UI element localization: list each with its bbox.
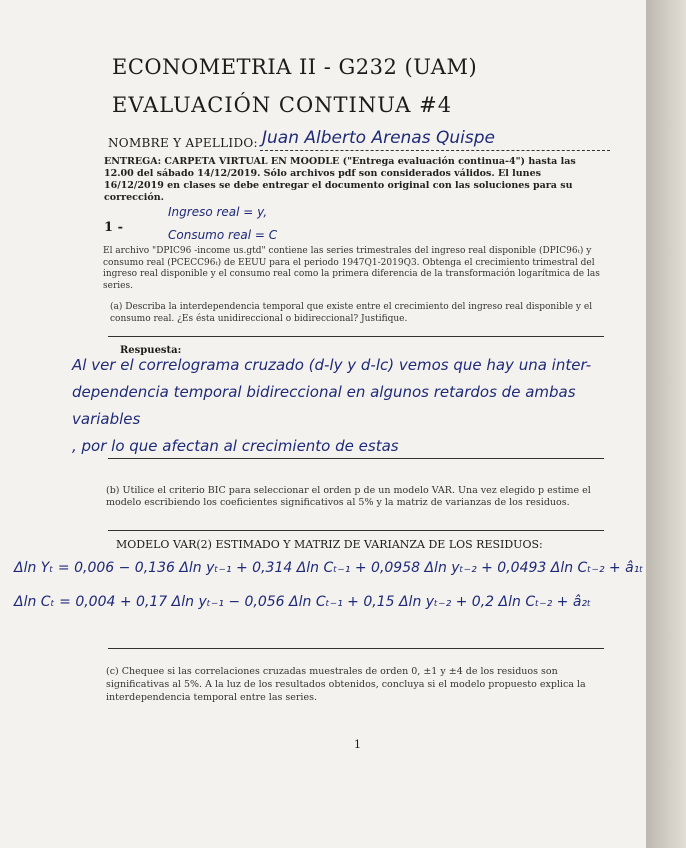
course-title: ECONOMETRIA II - G232 (UAM) bbox=[112, 55, 478, 79]
question-number: 1 - bbox=[104, 220, 123, 235]
equation-consumption: Δln Cₜ = 0,004 + 0,17 Δln yₜ₋₁ − 0,056 Δln Cₜ₋₁ + 0,15 Δln yₜ₋₂ + 0,2 Δln Cₜ₋₂ + â₂ₜ bbox=[14, 594, 592, 610]
answer-line: dependencia temporal bidireccional en algunos retardos de ambas variables bbox=[72, 383, 576, 428]
question-statement: El archivo "DPIC96 -income us.gtd" contiene las series trimestrales del ingreso real disponible (DPIC96ₜ) y consumo real (PCECC96ₜ) de EEUU para el periodo 1947Q1-2019Q3. Obtenga el crecimiento trimestral del ingreso real disponible y el consumo real como la primera diferencia de la transformación logarítmica de las series. bbox=[103, 246, 600, 291]
divider-top bbox=[108, 336, 604, 337]
part-c-question: (c) Chequee si las correlaciones cruzadas muestrales de orden 0, ±1 y ±4 de los residuos son significativas al 5%. A la luz de los resultados obtenidos, concluya si el modelo propuesto explica la interdependencia temporal entre las series. bbox=[106, 666, 586, 703]
handwritten-note-consumption: Consumo real = C bbox=[168, 228, 278, 242]
part-b-question: (b) Utilice el criterio BIC para seleccionar el orden p de un modelo VAR. Una vez elegido p estime el modelo escribiendo los coeficientes significativos al 5% y la matriz de varianzas de los residuos. bbox=[106, 485, 591, 508]
name-label: NOMBRE Y APELLIDO: bbox=[108, 136, 258, 150]
handwritten-answer bbox=[72, 352, 632, 460]
divider-model-top bbox=[108, 530, 604, 531]
response-label: Respuesta: bbox=[120, 345, 182, 356]
part-a-question: (a) Describa la interdependencia temporal que existe entre el crecimiento del ingreso real disponible y el consumo real. ¿Es ésta unidireccional o bidireccional? Justifique. bbox=[110, 302, 593, 324]
model-label: MODELO VAR(2) ESTIMADO Y MATRIZ DE VARIANZA DE LOS RESIDUOS: bbox=[116, 538, 543, 551]
handwritten-name: Juan Alberto Arenas Quispe bbox=[262, 128, 495, 148]
delivery-instructions: ENTREGA: CARPETA VIRTUAL EN MOODLE ("Entrega evaluación continua-4") hasta las 12.00 del sábado 14/12/2019. Sólo archivos pdf son considerados válidos. El lunes 16/12/2019 en clases se debe entregar el documento original con las soluciones para su corrección. bbox=[104, 156, 576, 203]
answer-line: Al ver el correlograma cruzado (d-ly y d-lc) vemos que hay una inter- bbox=[72, 356, 592, 374]
name-dashed-line bbox=[260, 150, 610, 151]
page-number: 1 bbox=[354, 738, 361, 751]
exam-title: EVALUACIÓN CONTINUA #4 bbox=[112, 93, 453, 117]
answer-line: , por lo que afectan al crecimiento de estas bbox=[72, 437, 399, 455]
equation-income: Δln Yₜ = 0,006 − 0,136 Δln yₜ₋₁ + 0,314 Δln Cₜ₋₁ + 0,0958 Δln yₜ₋₂ + 0,0493 Δln Cₜ₋₂ + â₁ₜ bbox=[14, 560, 644, 576]
divider-model-bottom bbox=[108, 648, 604, 649]
handwritten-note-income: Ingreso real = y, bbox=[168, 205, 268, 219]
background-surface bbox=[646, 0, 686, 848]
divider-answer-bottom bbox=[108, 458, 604, 459]
